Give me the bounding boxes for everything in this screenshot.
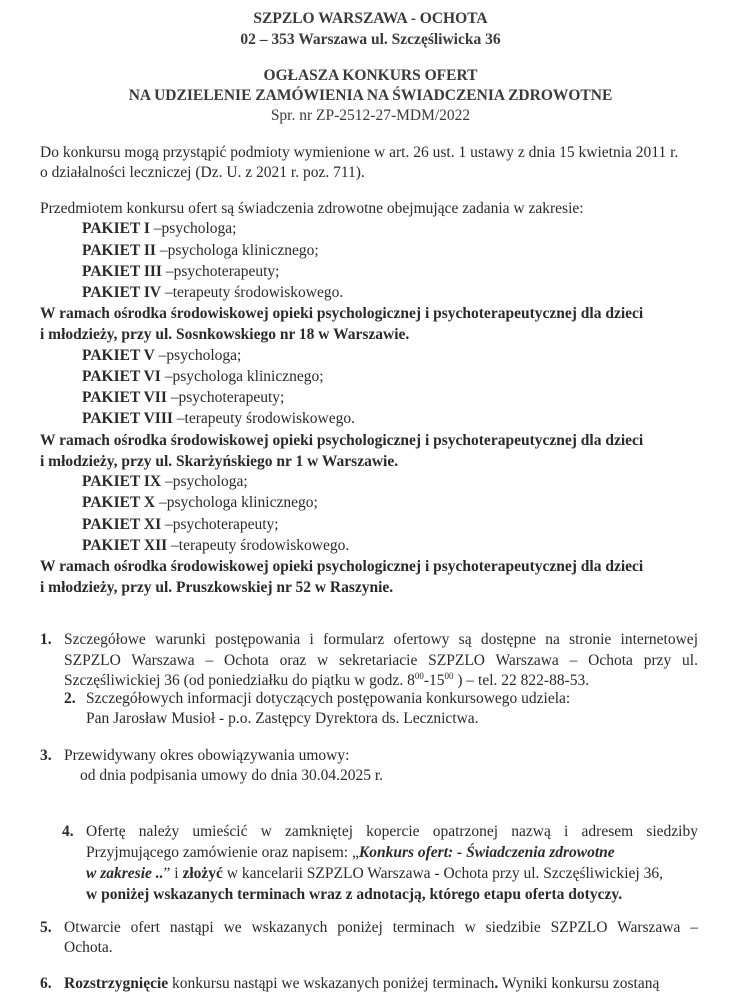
item-4-line-1: Ofertę należy umieścić w zamkniętej kopercie opatrzonej nazwą i adresem siedziby bbox=[86, 823, 698, 840]
package-item bbox=[82, 346, 241, 366]
hours-sup: 00 bbox=[414, 671, 424, 681]
package-name: PAKIET II bbox=[82, 242, 156, 259]
item-5-line-2: Ochota. bbox=[64, 939, 113, 956]
item-6-text: Wyniki konkursu zostaną bbox=[498, 975, 660, 992]
location-line-2: i młodzieży, przy ul. Skarżyńskiego nr 1 w Warszawie. bbox=[40, 453, 399, 470]
item-4-text: w kancelarii SZPZLO Warszawa - Ochota przy ul. Szczęśliwickiej 36, bbox=[222, 865, 663, 882]
package-item bbox=[82, 219, 236, 239]
hours-text: Szczęśliwickiej 36 (od poniedziałku do piątku w godz. 8 bbox=[64, 672, 415, 689]
announce-title: OGŁASZA KONKURS OFERT bbox=[263, 67, 478, 84]
item-6-text: konkursu nastąpi we wskazanych poniżej terminach bbox=[168, 975, 495, 992]
package-name: PAKIET XII bbox=[82, 537, 168, 554]
item-number: 5. bbox=[40, 919, 52, 936]
item-4-text: Przyjmującego zamówienie oraz napisem: „ bbox=[86, 844, 359, 861]
subject-intro: Przedmiotem konkursu ofert są świadczenia zdrowotne obejmujące zadania w zakresie: bbox=[40, 200, 584, 217]
item-1-line-2: SZPZLO Warszawa – Ochota oraz w sekretariacie SZPZLO Warszawa – Ochota przy ul. bbox=[64, 652, 698, 669]
package-name: PAKIET IX bbox=[82, 473, 162, 490]
item-number: 2. bbox=[64, 690, 76, 707]
package-name: PAKIET IV bbox=[82, 284, 162, 301]
item-6-emphasis: Rozstrzygnięcie bbox=[64, 975, 169, 992]
package-desc: –psychologa klinicznego; bbox=[155, 494, 318, 511]
package-desc: –terapeuty środowiskowego. bbox=[161, 284, 344, 301]
hours-sup: 00 bbox=[444, 671, 454, 681]
item-number: 3. bbox=[40, 747, 52, 764]
announce-subtitle: NA UDZIELENIE ZAMÓWIENIA NA ŚWIADCZENIA ZDROWOTNE bbox=[128, 87, 613, 104]
item-4-text: ” i bbox=[163, 865, 183, 882]
item-5-line-1: Otwarcie ofert nastąpi we wskazanych poniżej terminach w siedzibie SZPZLO Warszawa – bbox=[64, 919, 698, 936]
package-item bbox=[82, 283, 343, 303]
item-number: 6. bbox=[40, 975, 52, 992]
item-4-line-4: w poniżej wskazanych terminach wraz z adnotacją, którego etapu oferta dotyczy. bbox=[86, 886, 623, 903]
phone-text: ) – tel. 22 822-88-53. bbox=[453, 672, 590, 689]
package-desc: –psychologa; bbox=[161, 473, 248, 490]
package-desc: –psychologa; bbox=[149, 220, 237, 237]
package-name: PAKIET VI bbox=[82, 368, 161, 385]
location-line-2: i młodzieży, przy ul. Sosnkowskiego nr 18 w Warszawie. bbox=[40, 326, 410, 343]
package-item bbox=[82, 241, 319, 261]
org-name: SZPZLO WARSZAWA - OCHOTA bbox=[253, 10, 488, 27]
package-item bbox=[82, 493, 318, 513]
location-line-1: W ramach ośrodka środowiskowej opieki psychologicznej i psychoterapeutycznej dla dzieci bbox=[40, 558, 644, 575]
org-address: 02 – 353 Warszawa ul. Szczęśliwicka 36 bbox=[240, 31, 501, 48]
reference-number: Spr. nr ZP-2512-27-MDM/2022 bbox=[270, 107, 471, 124]
item-2-line-1: Szczegółowych informacji dotyczących postępowania konkursowego udziela: bbox=[86, 690, 571, 707]
item-3-line-1: Przewidywany okres obowiązywania umowy: bbox=[64, 747, 350, 764]
item-1-line-3 bbox=[64, 671, 589, 691]
item-2-line-2: Pan Jarosław Musioł - p.o. Zastępcy Dyrektora ds. Lecznictwa. bbox=[86, 710, 479, 727]
intro-line-1: Do konkursu mogą przystąpić podmioty wymienione w art. 26 ust. 1 ustawy z dnia 15 kwietnia 2011 r. bbox=[40, 144, 679, 161]
package-desc: –psychoterapeuty; bbox=[161, 516, 279, 533]
package-name: PAKIET XI bbox=[82, 516, 162, 533]
package-desc: –psychoterapeuty; bbox=[161, 263, 280, 280]
package-item bbox=[82, 388, 284, 408]
item-1-line-1: Szczegółowe warunki postępowania i formularz ofertowy są dostępne na stronie internetowej bbox=[64, 631, 698, 648]
package-item bbox=[82, 262, 279, 282]
item-6-text: . bbox=[494, 975, 499, 992]
intro-line-2: o działalności leczniczej (Dz. U. z 2021 r. poz. 711). bbox=[40, 164, 365, 181]
package-name: PAKIET I bbox=[82, 220, 150, 237]
item-number: 4. bbox=[62, 823, 74, 840]
envelope-label: Konkurs ofert: - Świadczenia zdrowotne bbox=[358, 844, 615, 861]
item-4-line-3 bbox=[86, 864, 663, 884]
package-item bbox=[82, 472, 248, 492]
package-item bbox=[82, 409, 355, 429]
item-6-line-1 bbox=[64, 974, 659, 994]
item-3-line-2: od dnia podpisania umowy do dnia 30.04.2025 r. bbox=[80, 767, 384, 784]
location-line-1: W ramach ośrodka środowiskowej opieki psychologicznej i psychoterapeutycznej dla dzieci bbox=[40, 305, 644, 322]
package-name: PAKIET V bbox=[82, 347, 155, 364]
location-line-1: W ramach ośrodka środowiskowej opieki psychologicznej i psychoterapeutycznej dla dzieci bbox=[40, 432, 644, 449]
location-line-2: i młodzieży, przy ul. Pruszkowskiej nr 52 w Raszynie. bbox=[40, 579, 394, 596]
package-name: PAKIET VIII bbox=[82, 410, 173, 427]
package-item bbox=[82, 367, 324, 387]
package-item bbox=[82, 536, 349, 556]
package-desc: –terapeuty środowiskowego. bbox=[167, 537, 350, 554]
package-desc: –psychoterapeuty; bbox=[166, 389, 285, 406]
item-number: 1. bbox=[40, 631, 52, 648]
package-desc: –psychologa klinicznego; bbox=[155, 242, 319, 259]
package-name: PAKIET VII bbox=[82, 389, 167, 406]
item-4-emphasis: złożyć bbox=[182, 865, 223, 882]
package-desc: –terapeuty środowiskowego. bbox=[172, 410, 355, 427]
item-4-line-2 bbox=[86, 843, 615, 863]
package-name: PAKIET III bbox=[82, 263, 162, 280]
package-desc: –psychologa klinicznego; bbox=[160, 368, 324, 385]
hours-text: -15 bbox=[423, 672, 445, 689]
envelope-label: w zakresie .. bbox=[86, 865, 164, 882]
package-name: PAKIET X bbox=[82, 494, 156, 511]
package-item bbox=[82, 515, 279, 535]
package-desc: –psychologa; bbox=[154, 347, 242, 364]
